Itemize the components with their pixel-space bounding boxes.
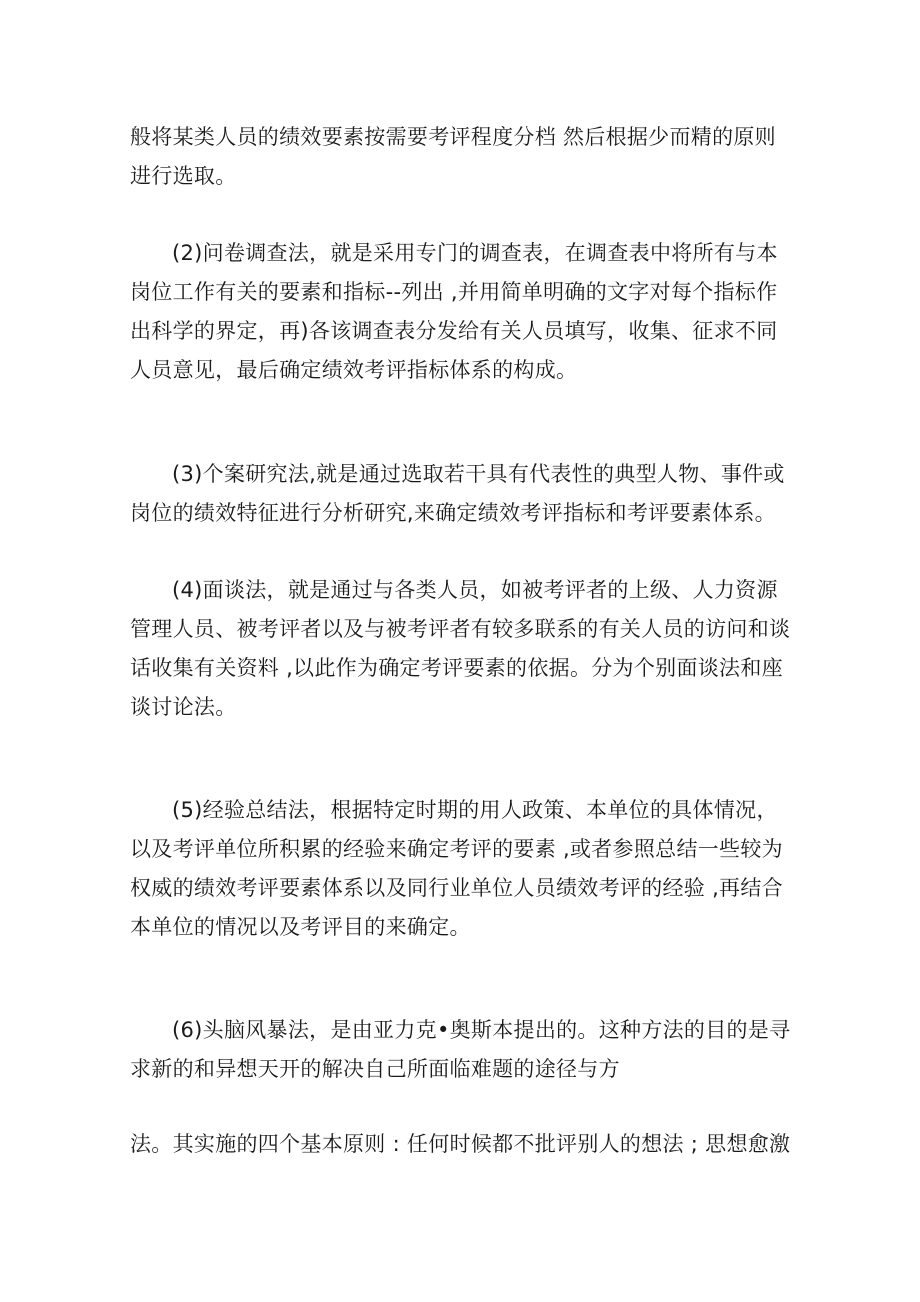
text-line: 进行选取。 bbox=[130, 164, 237, 188]
paragraph-experience-method bbox=[130, 791, 794, 947]
text-line: (2)问卷调查法，就是采用专门的调查表，在调查表中将所有与本 bbox=[172, 241, 778, 265]
text-line: 本单位的情况以及考评目的来确定。 bbox=[130, 915, 471, 939]
text-line: 出科学的界定，再)各该调查表分发给有关人员填写，收集、征求不同 bbox=[130, 319, 778, 343]
text-line: 话收集有关资料 ,以此作为确定考评要素的依据。分为个别面谈法和座 bbox=[130, 656, 783, 680]
text-line: (3)个案研究法,就是通过选取若干具有代表性的典型人物、事件或 bbox=[172, 462, 785, 486]
paragraph-intro-continuation bbox=[130, 118, 794, 196]
paragraph-brainstorm-method bbox=[130, 1011, 794, 1089]
text-line: (4)面谈法，就是通过与各类人员，如被考评者的上级、人力资源 bbox=[172, 578, 778, 602]
text-line: (5)经验总结法，根据特定时期的用人政策、本单位的具体情况， bbox=[172, 798, 778, 822]
text-line: 般将某类人员的绩效要素按需要考评程度分档 然后根据少而精的原则 bbox=[130, 125, 776, 149]
paragraph-brainstorm-continuation bbox=[130, 1125, 794, 1164]
text-line: 法。其实施的四个基本原则 : 任何时候都不批评别人的想法 ; 思想愈激 bbox=[130, 1132, 791, 1156]
paragraph-case-study-method bbox=[130, 455, 794, 533]
text-line: 岗位的绩效特征进行分析研究,来确定绩效考评指标和考评要素体系。 bbox=[130, 501, 776, 525]
text-line: 求新的和异想天开的解决自己所面临难题的途径与方 bbox=[130, 1057, 620, 1081]
text-line: 人员意见，最后确定绩效考评指标体系的构成。 bbox=[130, 358, 578, 382]
text-line: (6)头脑风暴法，是由亚力克•奥斯本提出的。这种方法的目的是寻 bbox=[172, 1018, 791, 1042]
paragraph-interview-method bbox=[130, 571, 794, 727]
text-line: 管理人员、被考评者以及与被考评者有较多联系的有关人员的访问和谈 bbox=[130, 617, 791, 641]
text-line: 以及考评单位所积累的经验来确定考评的要素 ,或者参照总结一些较为 bbox=[130, 837, 783, 861]
paragraph-questionnaire-method bbox=[130, 234, 794, 390]
text-line: 岗位工作有关的要素和指标--列出 ,并用简单明确的文字对每个指标作 bbox=[130, 280, 778, 304]
text-line: 权威的绩效考评要素体系以及同行业单位人员绩效考评的经验 ,再结合 bbox=[130, 876, 783, 900]
text-line: 谈讨论法。 bbox=[130, 695, 237, 719]
